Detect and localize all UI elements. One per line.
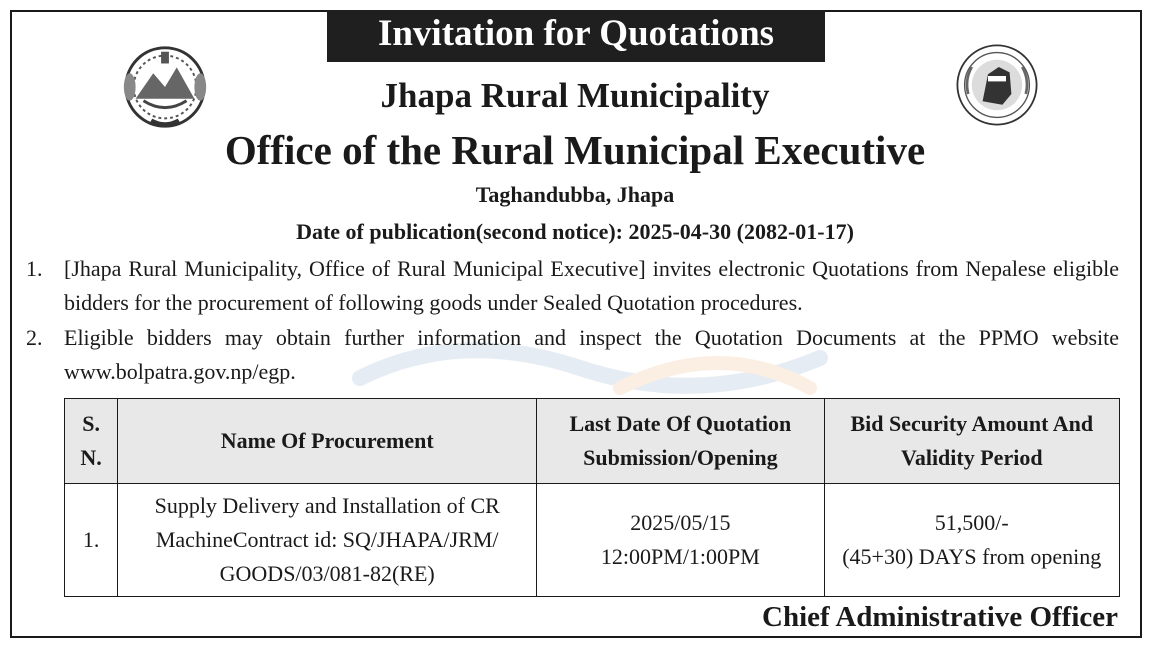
paragraph-2-number: 2. [26, 325, 43, 350]
office-address: Taghandubba, Jhapa [475, 182, 675, 207]
cell-date [537, 484, 824, 597]
cell-bid-line1: 51,500/- [934, 510, 1009, 535]
header-sn: S. N. [65, 399, 118, 484]
table-header-row [65, 399, 1120, 484]
paragraph-1 [26, 252, 1119, 320]
organization-name: Jhapa Rural Municipality [380, 76, 770, 115]
notice-banner: Invitation for Quotations [327, 10, 825, 62]
cell-sn: 1. [65, 484, 118, 597]
publication-date: Date of publication(second notice): 2025-04-30 (2082-01-17) [296, 219, 854, 244]
office-name: Office of the Rural Municipal Executive [224, 127, 926, 173]
header-date: Last Date Of Quotation Submission/Opening [537, 399, 824, 484]
cell-date-line2: 12:00PM/1:00PM [600, 544, 760, 569]
cell-date-line1: 2025/05/15 [630, 510, 731, 535]
paragraph-1-text: [Jhapa Rural Municipality, Office of Rural Municipal Executive] invites electronic Quotations from Nepalese eligible bidders for the procurement of following goods under Sealed Quotation procedures. [64, 256, 1119, 315]
cell-bid [824, 484, 1119, 597]
cell-bid-line2: (45+30) DAYS from opening [842, 544, 1102, 569]
paragraph-2-text: Eligible bidders may obtain further information and inspect the Quotation Documents at the PPMO website www.bolpatra.gov.np/egp. [64, 325, 1119, 384]
table-row [65, 484, 1120, 597]
signatory: Chief Administrative Officer [762, 601, 1118, 633]
procurement-table [64, 398, 1120, 597]
paragraph-2 [26, 321, 1119, 389]
paragraph-1-number: 1. [26, 256, 43, 281]
header-name: Name Of Procurement [118, 399, 537, 484]
header-bid: Bid Security Amount And Validity Period [824, 399, 1119, 484]
cell-name: Supply Delivery and Installation of CR MachineContract id: SQ/JHAPA/JRM/ GOODS/03/081-82(RE) [118, 484, 537, 597]
